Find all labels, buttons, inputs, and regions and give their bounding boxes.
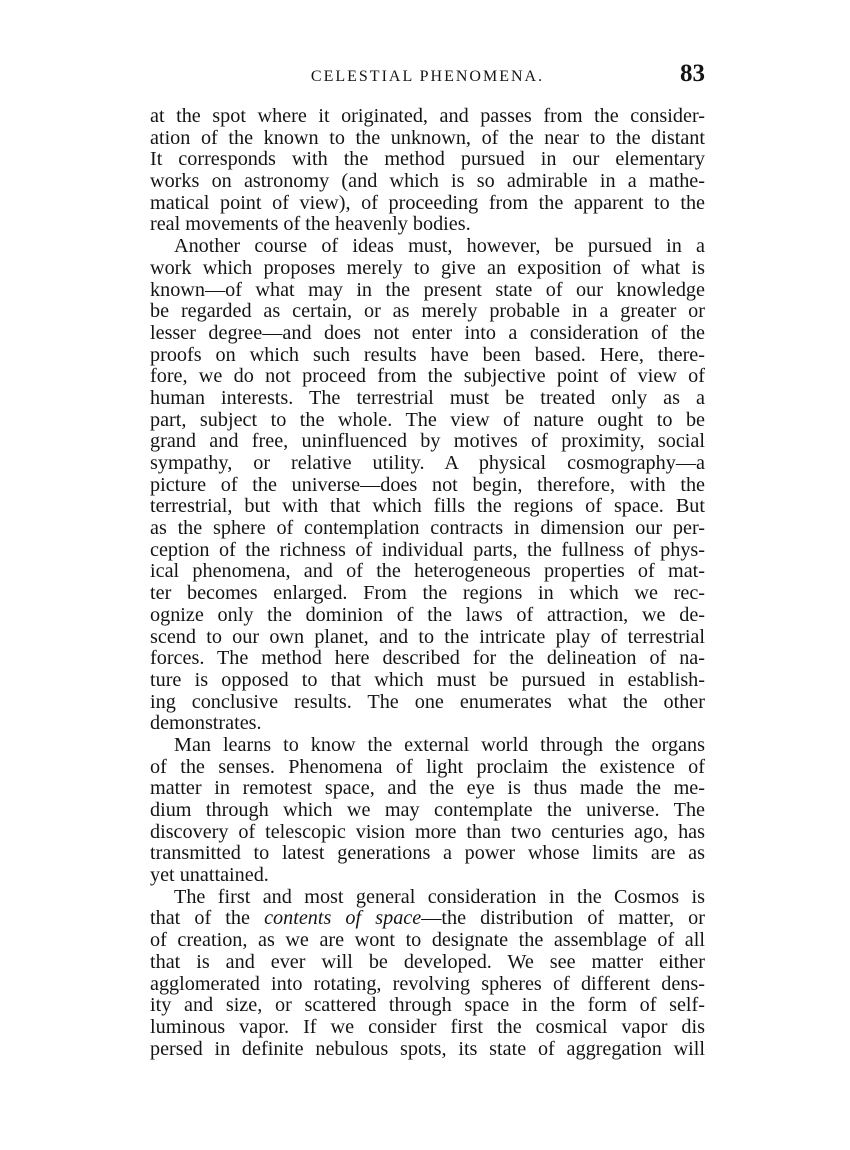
body-text: [150, 106, 705, 1060]
text-line: ter becomes enlarged. From the regions in which we rec-: [150, 582, 705, 605]
text-line: of the senses. Phenomena of light proclaim the existence of: [150, 755, 705, 778]
text-line: yet unattained.: [150, 864, 269, 887]
text-line: ation of the known to the unknown, of the near to the distant: [150, 126, 705, 149]
emphasis: contents of space: [264, 907, 422, 930]
text-line: matter in remotest space, and the eye is thus made the me-: [150, 777, 705, 800]
text-line: It corresponds with the method pursued in our elementary: [150, 148, 705, 171]
running-head: [150, 60, 705, 92]
text-line: ture is opposed to that which must be pursued in establish-: [150, 668, 705, 691]
text-line: The first and most general consideration in the Cosmos is: [174, 885, 705, 908]
text-line: ception of the richness of individual parts, the fullness of phys-: [150, 538, 705, 561]
text-line: ing conclusive results. The one enumerates what the other: [150, 690, 705, 713]
text-line: grand and free, uninfluenced by motives of proximity, social: [150, 430, 705, 453]
text-line: that is and ever will be developed. We see matter either: [150, 950, 705, 973]
text-line: picture of the universe—does not begin, therefore, with the: [150, 473, 705, 496]
text-line: demonstrates.: [150, 712, 262, 735]
text-line: luminous vapor. If we consider first the cosmical vapor dis: [150, 1015, 705, 1038]
text-line: ical phenomena, and of the heterogeneous properties of mat-: [150, 560, 705, 583]
text-line: be regarded as certain, or as merely probable in a greater or: [150, 300, 705, 323]
running-title: CELESTIAL PHENOMENA.: [310, 68, 545, 85]
text-line: part, subject to the whole. The view of nature ought to be: [150, 408, 705, 431]
text-line: work which proposes merely to give an exposition of what is: [150, 256, 705, 279]
text-line: scend to our own planet, and to the intricate play of terrestrial: [150, 625, 705, 648]
text-line: Man learns to know the external world through the organs: [174, 733, 705, 756]
page-number: 83: [680, 60, 705, 87]
text-line: that of the contents of space—the distribution of matter, or: [150, 907, 705, 930]
text-line: works on astronomy (and which is so admirable in a mathe-: [150, 170, 705, 193]
text-line: at the spot where it originated, and passes from the consider-: [150, 105, 705, 127]
text-line: ognize only the dominion of the laws of attraction, we de-: [150, 603, 705, 626]
text-line: Another course of ideas must, however, be pursued in a: [174, 235, 705, 258]
text-line: of creation, as we are wont to designate the assemblage of all: [150, 929, 705, 952]
text-line: fore, we do not proceed from the subjective point of view of: [150, 365, 705, 388]
text-line: as the sphere of contemplation contracts in dimension our per-: [150, 517, 705, 540]
text-line: dium through which we may contemplate the universe. The: [150, 799, 705, 821]
text-line: terrestrial, but with that which fills the regions of space. But: [150, 495, 705, 518]
text-line: human interests. The terrestrial must be treated only as a: [150, 386, 705, 409]
text-line: matical point of view), of proceeding from the apparent to the: [150, 191, 705, 214]
text-line: known—of what may in the present state of our knowledge: [150, 278, 705, 301]
text-line: proofs on which such results have been based. Here, there-: [150, 343, 705, 366]
text-line: ity and size, or scattered through space in the form of self-: [150, 994, 705, 1017]
text-line: agglomerated into rotating, revolving spheres of different dens-: [150, 972, 705, 995]
text-line: persed in definite nebulous spots, its state of aggregation will: [150, 1037, 705, 1060]
text-line: sympathy, or relative utility. A physical cosmography—a: [150, 452, 705, 474]
text-line: real movements of the heavenly bodies.: [150, 213, 471, 236]
text-line: discovery of telescopic vision more than two centuries ago, has: [150, 820, 705, 843]
text-line: transmitted to latest generations a power whose limits are as: [150, 842, 705, 865]
text-line: lesser degree—and does not enter into a consideration of the: [150, 321, 705, 344]
text-line: forces. The method here described for the delineation of na-: [150, 647, 705, 670]
